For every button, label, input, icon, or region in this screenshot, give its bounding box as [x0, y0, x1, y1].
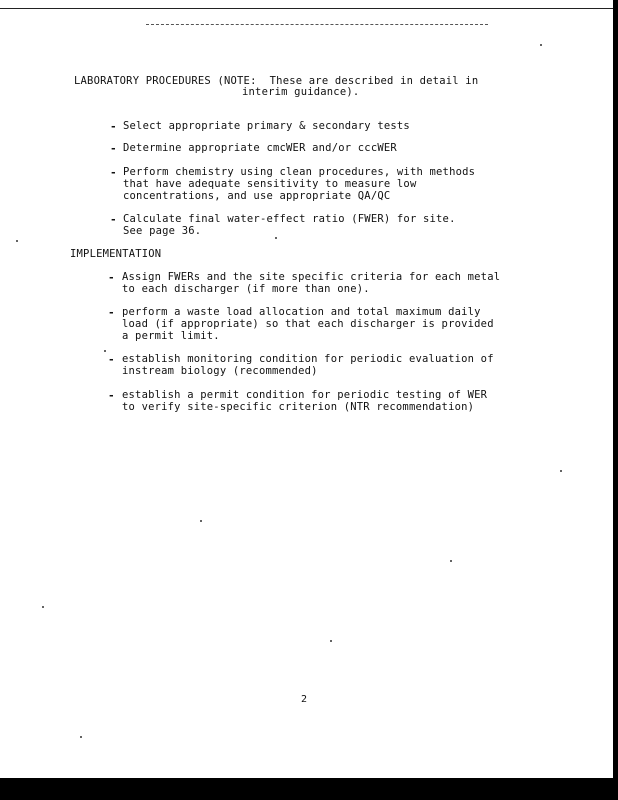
- page-number: 2: [301, 694, 308, 705]
- impl-item-3-line-1: establish monitoring condition for periodic evaluation of: [122, 353, 494, 365]
- header-line-1: LABORATORY PROCEDURES (NOTE: These are described in detail in: [74, 75, 479, 87]
- impl-item-1-line-2: to each discharger (if more than one).: [122, 283, 370, 295]
- scan-speck: [16, 240, 18, 242]
- bullet-dash: -: [108, 306, 115, 319]
- bullet-dash: -: [110, 166, 117, 179]
- impl-item-2-line-3: a permit limit.: [122, 330, 220, 342]
- lab-item-3-line-2: that have adequate sensitivity to measure low: [123, 178, 417, 190]
- top-dashed-rule: [146, 24, 488, 25]
- scan-speck: [450, 560, 452, 562]
- impl-item-4-line-2: to verify site-specific criterion (NTR recommendation): [122, 401, 475, 413]
- top-border-line: [0, 8, 618, 9]
- bullet-dash: -: [110, 213, 117, 226]
- bullet-dash: -: [108, 271, 115, 284]
- scan-speck: [540, 44, 542, 46]
- impl-item-2-line-2: load (if appropriate) so that each discharger is provided: [122, 318, 494, 330]
- bottom-scan-edge: [0, 778, 618, 800]
- impl-item-3-line-2: instream biology (recommended): [122, 365, 318, 377]
- scan-speck: [80, 736, 82, 738]
- lab-item-1-line-1: Select appropriate primary & secondary tests: [123, 120, 410, 132]
- bullet-dash: -: [108, 389, 115, 402]
- impl-item-2-line-1: perform a waste load allocation and total maximum daily: [122, 306, 481, 318]
- bullet-dash: -: [110, 120, 117, 133]
- header-line-2: interim guidance).: [242, 86, 360, 98]
- right-scan-edge: [613, 0, 618, 800]
- scan-speck: [275, 237, 277, 239]
- lab-item-4-line-2: See page 36.: [123, 225, 202, 237]
- scan-speck: [104, 350, 106, 352]
- impl-item-1-line-1: Assign FWERs and the site specific criteria for each metal: [122, 271, 501, 283]
- scan-speck: [330, 640, 332, 642]
- lab-item-3-line-3: concentrations, and use appropriate QA/QC: [123, 190, 391, 202]
- impl-item-4-line-1: establish a permit condition for periodic testing of WER: [122, 389, 488, 401]
- lab-item-4-line-1: Calculate final water-effect ratio (FWER) for site.: [123, 213, 456, 225]
- lab-item-2-line-1: Determine appropriate cmcWER and/or cccWER: [123, 142, 397, 154]
- implementation-heading: IMPLEMENTATION: [70, 248, 162, 260]
- lab-item-3-line-1: Perform chemistry using clean procedures, with methods: [123, 166, 476, 178]
- scan-speck: [42, 606, 44, 608]
- bullet-dash: -: [108, 353, 115, 366]
- scan-speck: [560, 470, 562, 472]
- bullet-dash: -: [110, 142, 117, 155]
- scan-speck: [200, 520, 202, 522]
